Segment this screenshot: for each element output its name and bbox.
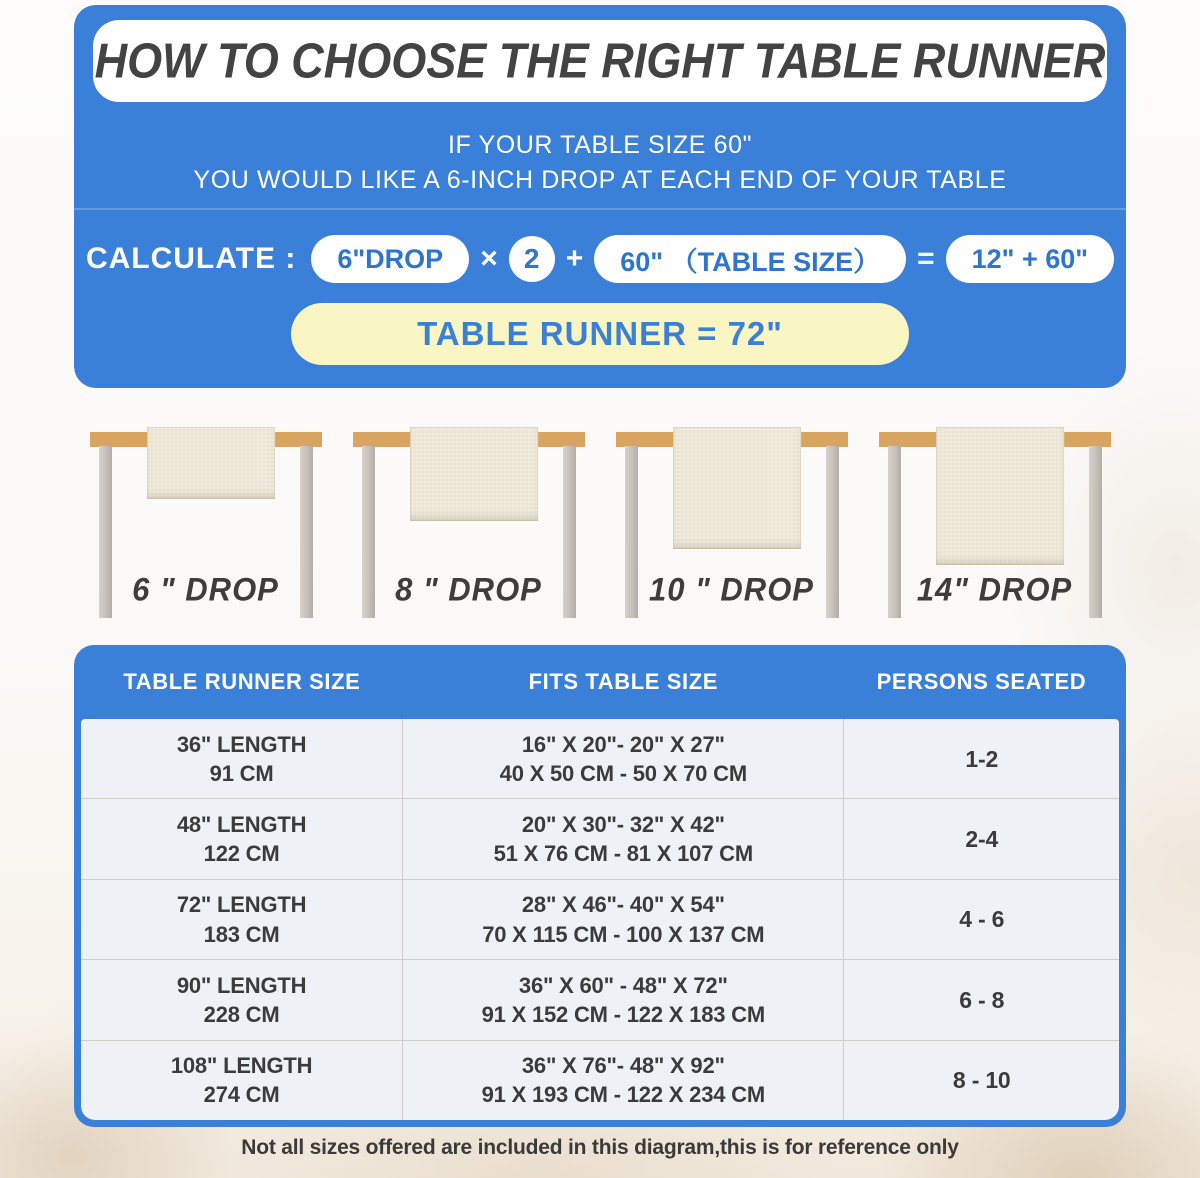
fits-size-cell-line: 36" X 76"- 48" X 92" <box>521 1053 725 1079</box>
persons-cell: 4 - 6 <box>959 906 1005 933</box>
persons-cell: 8 - 10 <box>952 1067 1011 1094</box>
runner-size-cell-line: 108" LENGTH <box>170 1053 313 1079</box>
sum-pill: 12" + 60" <box>946 235 1114 283</box>
fits-size-cell-line: 40 X 50 CM - 50 X 70 CM <box>499 760 747 786</box>
result-total-pill: TABLE RUNNER = 72" <box>291 303 909 365</box>
table-row <box>81 798 1119 878</box>
table-runner-graphic <box>147 427 275 499</box>
fits-size-cell <box>402 719 844 798</box>
fits-size-cell <box>402 799 844 878</box>
runner-size-cell-line: 48" LENGTH <box>176 812 307 838</box>
drop-label: 6 " DROP <box>132 571 279 608</box>
size-table-header <box>81 645 1119 719</box>
runner-size-cell-line: 36" LENGTH <box>176 731 307 757</box>
fits-size-cell-line: 51 X 76 CM - 81 X 107 CM <box>493 841 753 867</box>
page-title: HOW TO CHOOSE THE RIGHT TABLE RUNNER <box>94 32 1106 89</box>
hero-subtitle-line1: IF YOUR TABLE SIZE 60" <box>447 131 753 159</box>
runner-size-cell-line: 122 CM <box>203 841 280 867</box>
table-row <box>81 959 1119 1039</box>
runner-size-cell-line: 274 CM <box>203 1082 280 1108</box>
drop-figure <box>337 420 600 632</box>
calculate-label: CALCULATE : <box>85 242 297 275</box>
persons-cell: 2-4 <box>965 825 999 852</box>
size-table-body <box>81 719 1119 1120</box>
runner-size-cell <box>81 719 402 798</box>
table-size-pill: 60" （TABLE SIZE） <box>594 235 906 283</box>
size-table <box>74 645 1126 1127</box>
persons-cell: 6 - 8 <box>959 986 1005 1013</box>
drop-label: 14" DROP <box>916 571 1073 608</box>
plus-operator: + <box>565 242 584 275</box>
runner-size-cell <box>81 880 402 959</box>
fits-size-cell-line: 91 X 152 CM - 122 X 183 CM <box>481 1001 765 1027</box>
drop-figure <box>863 420 1126 632</box>
runner-size-cell-line: 183 CM <box>203 921 280 947</box>
runner-size-cell-line: 90" LENGTH <box>176 972 307 998</box>
runner-size-cell <box>81 1041 402 1120</box>
fits-size-cell <box>402 1041 844 1120</box>
runner-size-cell <box>81 799 402 878</box>
persons-cell: 1-2 <box>965 745 999 772</box>
calculation-row <box>74 235 1126 283</box>
column-header-runner-size: TABLE RUNNER SIZE <box>123 669 361 694</box>
table-row <box>81 719 1119 798</box>
fits-size-cell-line: 70 X 115 CM - 100 X 137 CM <box>482 921 765 947</box>
runner-size-cell-line: 91 CM <box>209 760 274 786</box>
table-runner-graphic <box>673 427 801 549</box>
column-header-fits-size: FITS TABLE SIZE <box>528 669 719 694</box>
drop-figure <box>600 420 863 632</box>
fits-size-cell <box>402 960 844 1039</box>
drop-illustrations <box>74 420 1126 632</box>
hero-panel <box>74 5 1126 388</box>
fits-size-cell-line: 16" X 20"- 20" X 27" <box>521 731 725 757</box>
table-runner-graphic <box>410 427 538 521</box>
equals-operator: = <box>917 242 935 275</box>
drop-figure <box>74 420 337 632</box>
table-runner-graphic <box>936 427 1064 565</box>
fits-size-cell-line: 20" X 30"- 32" X 42" <box>521 812 725 838</box>
runner-size-cell-line: 228 CM <box>203 1001 280 1027</box>
multiply-operator: × <box>480 242 498 275</box>
table-row <box>81 879 1119 959</box>
title-card <box>93 20 1107 102</box>
drop-label: 8 " DROP <box>395 571 542 608</box>
hero-divider <box>74 208 1126 210</box>
fits-size-cell-line: 36" X 60" - 48" X 72" <box>518 972 728 998</box>
fits-size-cell <box>402 880 844 959</box>
column-header-persons: PERSONS SEATED <box>876 669 1087 694</box>
table-row <box>81 1040 1119 1120</box>
runner-size-cell-line: 72" LENGTH <box>176 892 307 918</box>
fits-size-cell-line: 28" X 46"- 40" X 54" <box>521 892 725 918</box>
footnote: Not all sizes offered are included in this diagram,this is for reference only <box>241 1136 959 1159</box>
drop-value-pill: 6"DROP <box>311 235 469 283</box>
multiplier-badge: 2 <box>509 236 555 282</box>
fits-size-cell-line: 91 X 193 CM - 122 X 234 CM <box>481 1082 765 1108</box>
runner-size-cell <box>81 960 402 1039</box>
hero-subtitle-line2: YOU WOULD LIKE A 6-INCH DROP AT EACH END OF YOUR TABLE <box>193 166 1007 194</box>
drop-label: 10 " DROP <box>649 571 814 608</box>
